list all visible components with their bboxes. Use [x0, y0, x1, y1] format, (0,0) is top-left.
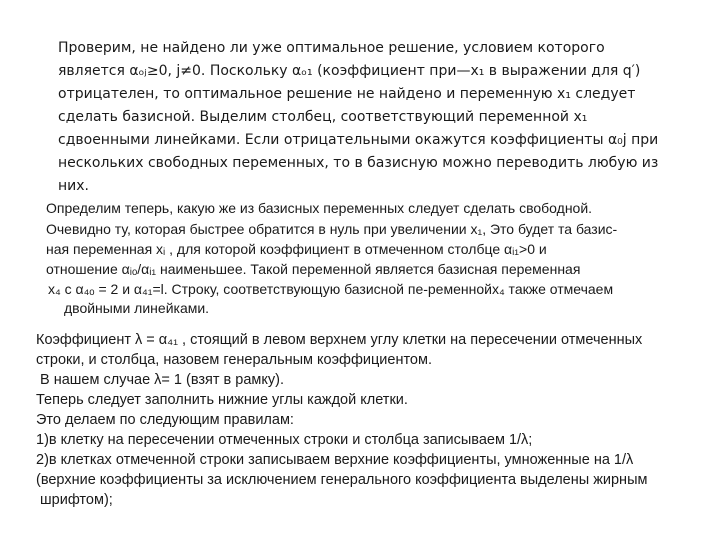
- text-line: отрицателен, то оптимальное решение не найдено и переменную x₁ следует: [58, 86, 636, 102]
- text-line: шрифтом);: [36, 492, 113, 508]
- text-line: Проверим, не найдено ли уже оптимальное решение, условием которого: [58, 40, 605, 56]
- text-line: является αₒⱼ≥0, j≠0. Поскольку αₒ₁ (коэффициент при—x₁ в выражении для q′): [58, 63, 641, 79]
- text-line: Коэффициент λ = α₄₁ , стоящий в левом верхнем углу клетки на пересечении отмеченных: [36, 332, 643, 348]
- text-line: отношение αᵢₒ/αᵢ₁ наименьшее. Такой переменной является базисная переменная: [46, 261, 581, 277]
- text-line: нескольких свободных переменных, то в базисную можно переводить любую из: [58, 155, 659, 171]
- text-line: В нашем случае λ= 1 (взят в рамку).: [36, 372, 284, 388]
- text-line: 1)в клетку на пересечении отмеченных строки и столбца записываем 1/λ;: [36, 432, 533, 448]
- text-line: Это делаем по следующим правилам:: [36, 412, 294, 428]
- text-line: двойными линейками.: [64, 300, 210, 316]
- text-line: Очевидно ту, которая быстрее обратится в нуль при увеличении x₁, Это будет та базис-: [46, 221, 618, 237]
- text-line: сделать базисной. Выделим столбец, соответствующий переменной x₁: [58, 109, 588, 125]
- text-line: 2)в клетках отмеченной строки записываем верхние коэффициенты, умноженные на 1/λ: [36, 452, 634, 468]
- text-line: Теперь следует заполнить нижние углы каждой клетки.: [36, 392, 408, 408]
- text-line: x₄ с α₄ₒ = 2 и α₄₁=l. Строку, соответствующую базисной пе-ременнойx₄ также отмечаем: [48, 281, 614, 297]
- text-line: строки, и столбца, назовем генеральным коэффициентом.: [36, 352, 432, 368]
- text-line: них.: [58, 178, 89, 194]
- text-line: сдвоенными линейками. Если отрицательными окажутся коэффициенты α₀j при: [58, 132, 659, 148]
- text-line: Определим теперь, какую же из базисных переменных следует сделать свободной.: [46, 200, 593, 216]
- text-line: (верхние коэффициенты за исключением генерального коэффициента выделены жирным: [36, 472, 648, 488]
- text-line: ная переменная xᵢ , для которой коэффициент в отмеченном столбце αᵢ₁>0 и: [46, 241, 547, 257]
